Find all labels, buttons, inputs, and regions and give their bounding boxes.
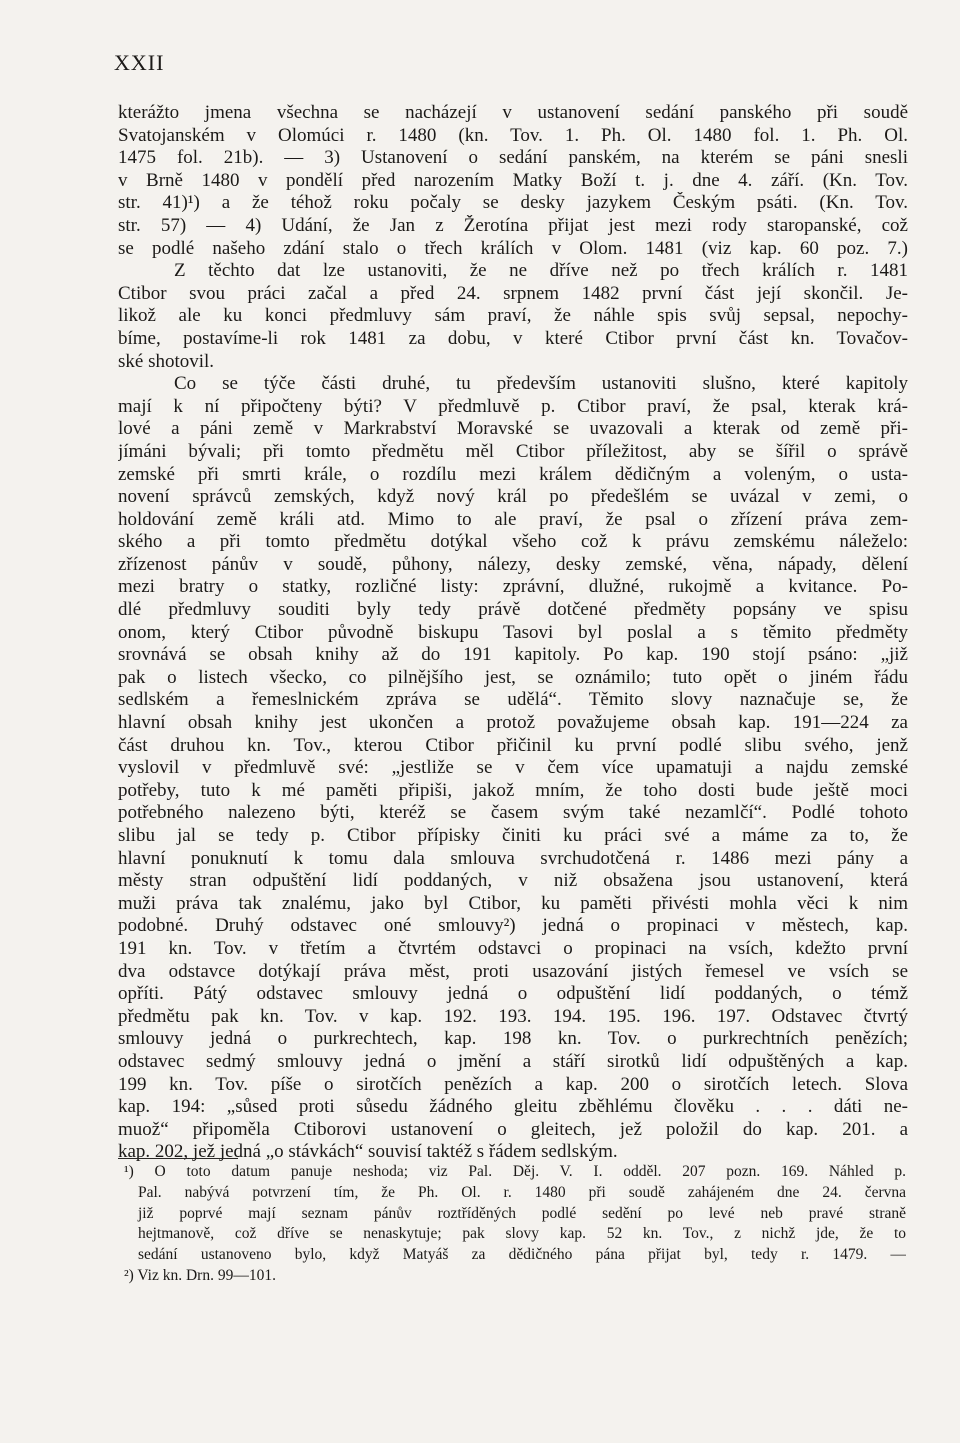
text-line: bíme, postavíme-li rok 1481 za dobu, v které Ctibor první část kn. Tovačov- — [118, 327, 908, 349]
text-line: podobné. Druhý odstavec oné smlouvy²) jedná o propinaci v městech, kap. — [118, 915, 908, 937]
text-line: v Brně 1480 v pondělí před narozením Matky Boží t. j. dne 4. září. (Kn. Tov. — [118, 169, 908, 191]
text-line: muož“ připoměla Ctiborovi ustanovení o gleitech, jež položil do kap. 201. a — [118, 1118, 908, 1140]
text-line: část druhou kn. Tov., kterou Ctibor přičinil ku první podlé slibu svého, jenž — [118, 734, 908, 756]
text-line: hlavní obsah knihy jest ukončen a protož považujeme obsah kap. 191—224 za — [118, 712, 908, 734]
footnote-divider — [118, 1158, 238, 1159]
text-line: sedlském a řemeslnickém zpráva se udělá“. Těmito slovy naznačuje se, že — [118, 689, 908, 711]
text-line: jímáni bývali; při tomto předmětu měl Ctibor příležitost, aby se šířil o správě — [118, 440, 908, 462]
text-line: se podlé našeho zdání stalo o třech králích v Olom. 1481 (viz kap. 60 poz. 7.) — [118, 237, 908, 259]
text-line: Co se týče části druhé, tu především ustanoviti slušno, které kapitoly — [174, 373, 908, 395]
body-text — [118, 102, 908, 1164]
text-line: lové a páni země v Markrabství Moravské se uvazovali a kterak od země při- — [118, 418, 908, 440]
footnotes — [124, 1162, 906, 1287]
text-line: kterážto jmena všechna se nacházejí v ustanovení sedání panského při soudě — [118, 102, 908, 123]
text-line: ského a při tomto předmětu dotýkal všeho což k právu zemskému náleželo: — [118, 531, 908, 553]
text-line: Z těchto dat lze ustanoviti, že ne dříve než po třech králích r. 1481 — [174, 260, 908, 282]
text-line: dlé předmluvy souditi byly tedy právě dotčené předměty popsány ve spisu — [118, 599, 908, 621]
text-line: vyslovil v předmluvě své: „jestliže se v čem více upamatuji a najdu zemské — [118, 757, 908, 779]
text-line: zřízenost pánův v soudě, půhony, nálezy, desky zemské, věna, nápady, dělení — [118, 553, 908, 575]
footnote-line: již poprvé mají seznam pánův roztříděných podlé sedění po levé neb pravé straně — [138, 1204, 906, 1222]
text-line: 191 kn. Tov. v třetím a čtvrtém odstavci o propinaci na vsích, kdežto první — [118, 937, 908, 959]
text-line: smlouvy jedná o purkrechtech, kap. 198 kn. Tov. o purkrechtních penězích; — [118, 1028, 908, 1050]
text-line: holdování země králi atd. Mimo to ale praví, že psal o zřízení práva zem- — [118, 508, 908, 530]
text-line: slibu jal se tedy p. Ctibor přípisky činiti ku práci své a máme za to, že — [118, 825, 908, 846]
text-line: muži práva tak znalému, jako byl Ctibor, ku paměti přivésti mohla věci k nim — [118, 892, 908, 914]
text-line: mají k ní připočteny býti? V předmluvě p. Ctibor praví, že psal, kterak krá- — [118, 395, 908, 417]
text-line: potřebného nalezeno býti, kteréž se časem svým také nezamlčí“. Podlé tohoto — [118, 802, 908, 824]
footnote-line: sedání ustanoveno bylo, když Matyáš za dědičného pána přijat byl, tedy r. 1479. — — [138, 1246, 906, 1264]
text-line: odstavec sedmý smlouvy jedná o jmění a stáří sirotků lidí odpuštěných a kap. — [118, 1050, 908, 1072]
text-line: předmětu pak kn. Tov. v kap. 192. 193. 194. 195. 196. 197. Odstavec čtvrtý — [118, 1005, 908, 1027]
text-line: 1475 fol. 21b). — 3) Ustanovení o sedání panském, na kterém se páni snesli — [118, 147, 908, 169]
text-line: kap. 194: „sůsed proti sůsedu žádného gleitu zběhlému člověku . . . dáti ne- — [118, 1096, 908, 1118]
text-line: opříti. Pátý odstavec smlouvy jedná o odpuštění lidí poddaných, o témž — [118, 983, 908, 1005]
text-line: ské shotovil. — [118, 350, 215, 372]
text-line: mezi bratry o statky, rozličné listy: zprávní, dlužné, rukojmě a kvitance. Po- — [118, 576, 908, 598]
text-line: kap. 202, jež jedná „o stávkách“ souvisí taktéž s řádem sedlským. — [118, 1141, 618, 1163]
footnote-line: Pal. nabývá potvrzení tím, že Ph. Ol. r. 1480 při soudě zahájeném dne 24. června — [138, 1183, 906, 1201]
text-line: srovnává se obsah knihy až do 191 kapitoly. Po kap. 190 stojí psáno: „již — [118, 644, 908, 666]
text-line: dva odstavce dotýkají práva měst, proti usazování jistých řemesel ve vsích se — [118, 960, 908, 982]
text-line: potřeby, tuto k mé paměti připiši, jakož mním, že toho dosti bude ještě moci — [118, 779, 908, 801]
text-line: likož ale ku konci předmluvy sám praví, že náhle spis svůj sepsal, nepochy- — [118, 305, 908, 327]
text-line: hlavní ponuknutí k tomu dala smlouva svrchudotčená r. 1486 mezi pány a — [118, 847, 908, 869]
text-line: zemské při smrti krále, o rozdílu mezi králem dědičným a voleným, o usta- — [118, 463, 908, 485]
text-line: 199 kn. Tov. píše o sirotčích penězích a kap. 200 o sirotčích letech. Slova — [118, 1073, 908, 1095]
text-line: onom, který Ctibor původně biskupu Tasovi byl poslal a s těmito předměty — [118, 621, 908, 643]
text-line: pak o listech všecko, co pilnějšího jest, se oznámilo; tuto opět o jiném řádu — [118, 666, 908, 688]
text-line: městy stran odpuštění lidí poddaných, v niž obsažena jsou ustanovení, která — [118, 870, 908, 892]
text-line: Ctibor svou práci začal a před 24. srpnem 1482 první část její skončil. Je- — [118, 282, 908, 304]
text-line: Svatojanském v Olomúci r. 1480 (kn. Tov. 1. Ph. Ol. 1480 fol. 1. Ph. Ol. — [118, 124, 908, 146]
text-line: novení správců zemských, když nový král po předešlém se uvázal v zemi, o — [118, 486, 908, 508]
text-line: str. 41)¹) a že téhož roku počaly se desky jazykem Českým psáti. (Kn. Tov. — [118, 192, 908, 214]
footnote-line: hejtmanově, což dříve se nenaskytuje; pak slovy kap. 52 kn. Tov., z nichž jde, že to — [138, 1225, 906, 1243]
text-line: str. 57) — 4) Udání, že Jan z Žerotína přijat jest mezi rody staropanské, což — [118, 214, 908, 236]
footnote-line: ²) Viz kn. Drn. 99—101. — [124, 1266, 276, 1284]
footnote-line: ¹) O toto datum panuje neshoda; viz Pal. Děj. V. I. odděl. 207 pozn. 169. Náhled p. — [124, 1163, 906, 1180]
page-number: XXII — [114, 50, 165, 75]
